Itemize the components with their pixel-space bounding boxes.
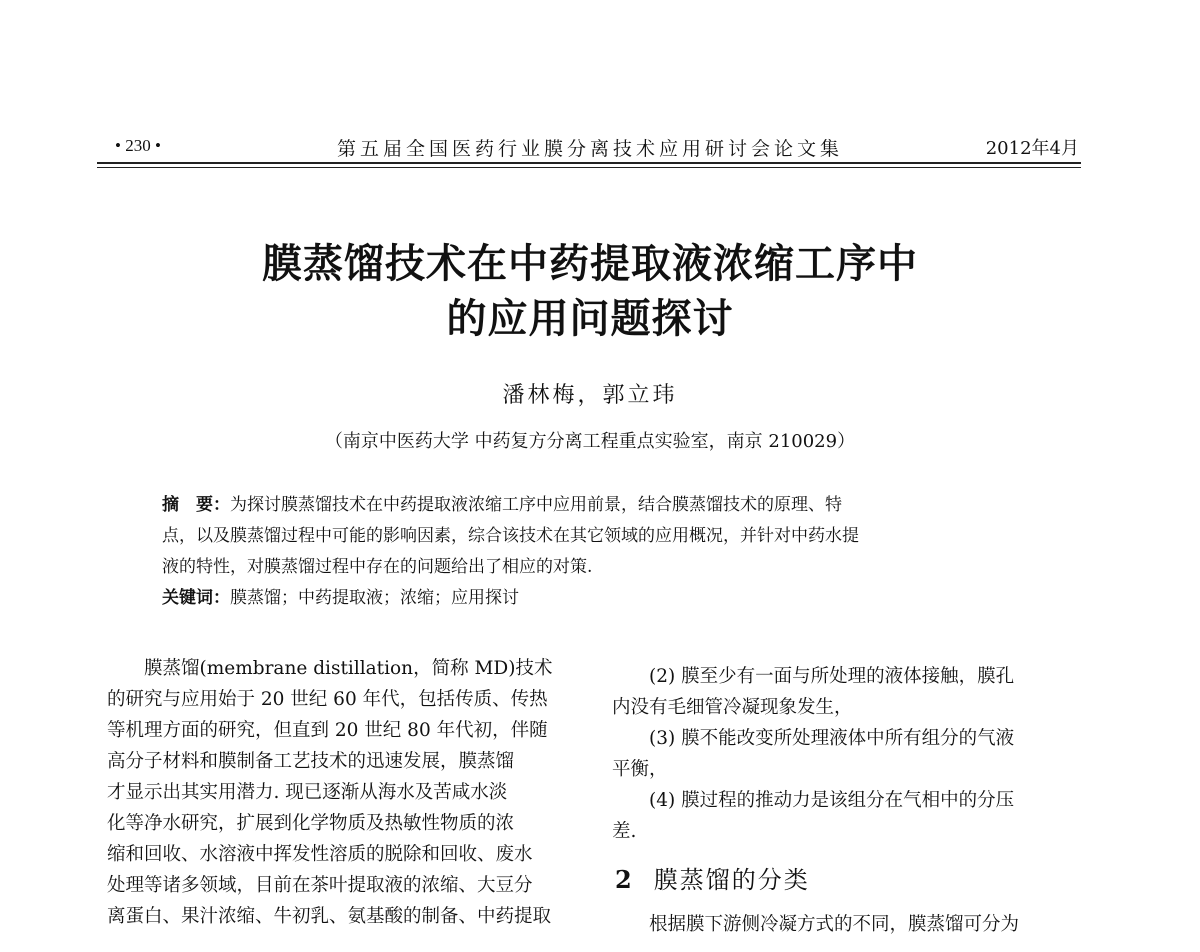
body-line: 根据膜下游侧冷凝方式的不同，膜蒸馏可分为 <box>612 914 1020 935</box>
abstract-line: 液的特性，对膜蒸馏过程中存在的问题给出了相应的对策. <box>162 557 593 577</box>
keywords-label: 关键词： <box>162 588 230 608</box>
header-rule-thick <box>97 162 1081 164</box>
body-line: 缩和回收、水溶液中挥发性溶质的脱除和回收、废水 <box>107 844 533 865</box>
body-line: 差. <box>612 821 637 842</box>
body-line: 内没有毛细管冷凝现象发生， <box>612 697 853 718</box>
body-left-column <box>107 653 585 932</box>
authors: 潘林梅，郭立玮 <box>502 383 678 408</box>
paper-title-line-1: 膜蒸馏技术在中药提取液浓缩工序中 <box>262 240 918 287</box>
section-heading <box>612 865 1082 895</box>
abstract-line: 点，以及膜蒸馏过程中可能的影响因素，综合该技术在其它领域的应用概况，并针对中药水提 <box>162 526 859 546</box>
body-line: 的研究与应用始于 20 世纪 60 年代，包括传质、传热 <box>107 689 548 710</box>
body-line: 才显示出其实用潜力. 现已逐渐从海水及苦咸水淡 <box>107 782 508 803</box>
affiliation: （南京中医药大学 中药复方分离工程重点实验室，南京 210029） <box>324 431 856 452</box>
keywords: 膜蒸馏；中药提取液；浓缩；应用探讨 <box>230 588 519 608</box>
running-header <box>97 132 1081 162</box>
abstract-text: 为探讨膜蒸馏技术在中药提取液浓缩工序中应用前景，结合膜蒸馏技术的原理、特 <box>230 495 842 515</box>
abstract-label: 摘 要： <box>162 495 230 515</box>
body-line: (4) 膜过程的推动力是该组分在气相中的分压 <box>612 790 1015 811</box>
body-right-column <box>612 661 1082 940</box>
body-line: 高分子材料和膜制备工艺技术的迅速发展，膜蒸馏 <box>107 751 515 772</box>
journal-title: 第五届全国医药行业膜分离技术应用研讨会论文集 <box>337 138 844 160</box>
body-line: 处理等诸多领域，目前在茶叶提取液的浓缩、大豆分 <box>107 875 533 896</box>
body-line: 化等净水研究，扩展到化学物质及热敏性物质的浓 <box>107 813 515 834</box>
body-line: (2) 膜至少有一面与所处理的液体接触，膜孔 <box>612 666 1015 687</box>
body-line: 膜蒸馏(membrane distillation，简称 MD)技术 <box>107 658 553 679</box>
body-line: 离蛋白、果汁浓缩、牛初乳、氨基酸的制备、中药提取 <box>107 906 552 927</box>
abstract <box>162 490 1022 614</box>
section-number: 2 <box>615 865 634 894</box>
body-line: 等机理方面的研究，但直到 20 世纪 80 年代初，伴随 <box>107 720 548 741</box>
body-line: (3) 膜不能改变所处理液体中所有组分的气液 <box>612 728 1015 749</box>
publication-date: 2012年4月 <box>985 138 1079 159</box>
keywords-line <box>162 583 1022 614</box>
section-title: 膜蒸馏的分类 <box>653 866 810 894</box>
page-number: • 230 • <box>115 136 161 155</box>
body-line: 平衡， <box>612 759 668 780</box>
header-rule-thin <box>97 167 1081 168</box>
paper-title-line-2: 的应用问题探讨 <box>446 295 734 342</box>
abstract-line <box>162 490 1022 521</box>
